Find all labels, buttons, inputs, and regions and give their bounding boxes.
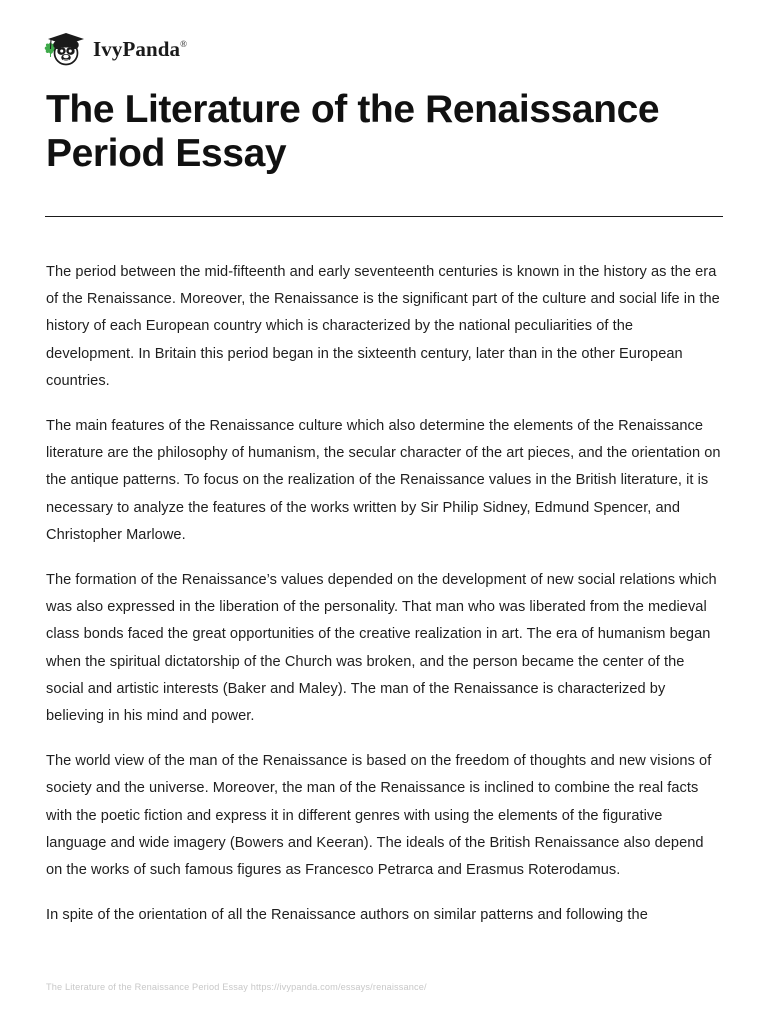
footer-title: The Literature of the Renaissance Period Essay — [46, 982, 248, 992]
footer-url[interactable]: https://ivypanda.com/essays/renaissance/ — [250, 982, 427, 992]
page-footer — [46, 981, 736, 994]
body-paragraph: The world view of the man of the Renaissance is based on the freedom of thoughts and new visions of society and the universe. Moreover, the man of the Renaissance is inclined to combine the real facts with the poetic fiction and express it in different genres with using the elements of the figurative language and wide imagery (Bowers and Keeran). The ideals of the British Renaissance also depend on the works of such famous figures as Francesco Petrarca and Erasmus Roterodamus. — [46, 753, 712, 879]
page-title: The Literature of the Renaissance Period Essay — [46, 88, 660, 175]
body-paragraph-truncated: In spite of the orientation of all the Renaissance authors on similar patterns and following the — [46, 907, 648, 924]
essay-body — [46, 259, 722, 929]
title-divider — [45, 216, 723, 217]
brand-name-text: IvyPanda — [93, 36, 181, 61]
body-paragraph: The formation of the Renaissance’s values depended on the development of new social relations which was also expressed in the liberation of the personality. That man who was liberated from the medieval class bonds faced the great opportunities of the creative realization in art. The era of humanism began when the spiritual dictatorship of the Church was broken, and the person became the center of the social and artistic interests (Baker and Maley). The man of the Renaissance is characterized by believing in his mind and power. — [46, 572, 717, 725]
registered-trademark-icon: ® — [180, 38, 188, 49]
panda-graduation-cap-icon — [44, 29, 86, 67]
body-paragraph: The main features of the Renaissance culture which also determine the elements of the Renaissance literature are the philosophy of humanism, the secular character of the art pieces, and the orientation on the antique patterns. To focus on the realization of the Renaissance values in the British literature, it is necessary to analyze the features of the works written by Sir Philip Sidney, Edmund Spencer, and Christopher Marlowe. — [46, 418, 721, 543]
brand-logo[interactable] — [44, 28, 187, 68]
body-paragraph: The period between the mid-fifteenth and early seventeenth centuries is known in the history as the era of the Renaissance. Moreover, the Renaissance is the significant part of the culture and social life in the history of each European country which is characterized by the national peculiarities of the development. In Britain this period began in the sixteenth century, later than in the other European countries. — [46, 264, 720, 389]
brand-name — [93, 36, 188, 61]
